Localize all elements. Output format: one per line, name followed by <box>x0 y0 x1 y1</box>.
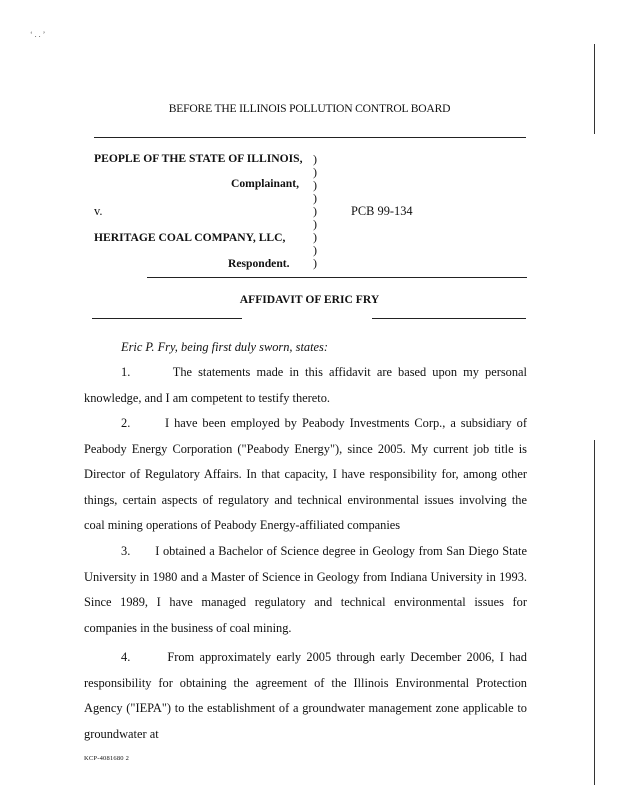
caption-paren: ) <box>313 230 317 244</box>
caption-bottom-rule <box>147 277 527 278</box>
caption-paren: ) <box>313 191 317 205</box>
affidavit-title: AFFIDAVIT OF ERIC FRY <box>239 293 380 306</box>
title-rule-right <box>372 318 526 319</box>
paragraph-2 <box>84 411 527 539</box>
paragraph-number: 2. <box>121 416 131 430</box>
versus-label: v. <box>94 204 103 218</box>
respondent-role: Respondent. <box>228 257 290 270</box>
paragraph-text: I obtained a Bachelor of Science degree in Geology from San Diego State University in 1980 and a Master of Science in Geology from Indiana University in 1993. Since 1989, I have managed regulatory and technical environmental issues for companies in the business of coal mining. <box>84 544 528 635</box>
caption-paren: ) <box>313 204 317 218</box>
case-number: PCB 99-134 <box>351 204 413 218</box>
affidavit-intro: Eric P. Fry, being first duly sworn, states: <box>121 340 328 354</box>
paragraph-3 <box>84 539 527 641</box>
scan-edge-line-bottom <box>594 440 595 785</box>
paragraph-text: The statements made in this affidavit are based upon my personal knowledge, and I am competent to testify thereto. <box>84 365 527 405</box>
title-rule-left <box>92 318 242 319</box>
scan-marks: ‘ . . ’ <box>30 30 46 39</box>
scan-edge-line-top <box>594 44 595 134</box>
document-id: KCP-4081680 2 <box>84 755 130 762</box>
paragraph-text: From approximately early 2005 through early December 2006, I had responsibility for obtaining the agreement of the Illinois Environmental Protection Agency ("IEPA") to the establishment of a groundwater management zone applicable to groundwater at <box>84 650 528 741</box>
paragraph-4 <box>84 645 527 747</box>
caption-top-rule <box>94 137 526 138</box>
caption-paren: ) <box>313 152 317 166</box>
paragraph-number: 3. <box>121 544 131 558</box>
caption-paren: ) <box>313 217 317 231</box>
complainant-party: PEOPLE OF THE STATE OF ILLINOIS, <box>94 152 303 165</box>
caption-paren: ) <box>313 178 317 192</box>
paragraph-number: 1. <box>121 365 131 379</box>
paragraph-1 <box>84 360 527 411</box>
caption-paren: ) <box>313 165 317 179</box>
court-title: BEFORE THE ILLINOIS POLLUTION CONTROL BOARD <box>168 102 451 115</box>
caption-paren: ) <box>313 243 317 257</box>
paragraph-number: 4. <box>121 650 131 664</box>
respondent-party: HERITAGE COAL COMPANY, LLC, <box>94 231 286 244</box>
complainant-role: Complainant, <box>231 177 299 190</box>
caption-paren: ) <box>313 256 317 270</box>
paragraph-text: I have been employed by Peabody Investments Corp., a subsidiary of Peabody Energy Corporation ("Peabody Energy"), since 2005. My current job title is Director of Regulatory Affairs. In that capacity, I have responsibility for, among other things, certain aspects of regulatory and technical environmental issues involving the coal mining operations of Peabody Energy-affiliated companies <box>84 416 528 533</box>
